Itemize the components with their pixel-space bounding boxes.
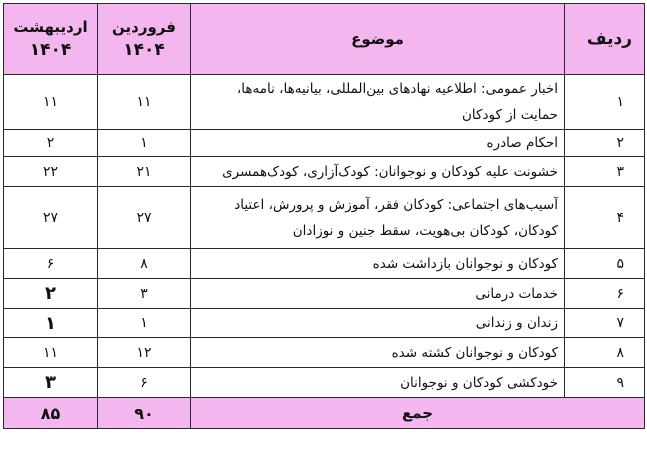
table-row [4,368,645,398]
header-ordibehesht-year: ۱۴۰۴ [29,40,72,60]
table-row [4,279,645,309]
total-row [4,398,645,429]
row-farvardin-value: ۱۲ [98,338,191,368]
statistics-table [3,3,645,429]
row-ordibehesht-value: ۱۱ [4,338,98,368]
row-topic: احکام صادره [191,130,565,157]
row-farvardin-value: ۲۱ [98,157,191,187]
row-topic: خشونت علیه کودکان و نوجوانان: کودک‌آزاری، کودک‌همسری [191,157,565,187]
header-farvardin-month: فروردین [112,18,176,36]
header-farvardin-year: ۱۴۰۴ [123,40,165,60]
row-number: ۵ [565,249,645,279]
row-topic: زندان و زندانی [191,309,565,338]
row-ordibehesht-value: ۱ [4,309,98,338]
table-row [4,157,645,187]
row-topic: کودکان و نوجوانان کشته شده [191,338,565,368]
row-ordibehesht-value: ۲۲ [4,157,98,187]
row-number: ۲ [565,130,645,157]
header-topic: موضوع [191,4,565,75]
row-ordibehesht-value: ۲ [4,279,98,309]
row-farvardin-value: ۸ [98,249,191,279]
row-number: ۴ [565,187,645,249]
row-topic: کودکان و نوجوانان بازداشت شده [191,249,565,279]
row-topic: اخبار عمومی: اطلاعیه نهادهای بین‌المللی، بیانیه‌ها، نامه‌ها، حمایت از کودکان [191,75,565,130]
header-farvardin [98,4,191,75]
row-number: ۹ [565,368,645,398]
table-row [4,187,645,249]
row-ordibehesht-value: ۳ [4,368,98,398]
row-topic: خودکشی کودکان و نوجوانان [191,368,565,398]
row-ordibehesht-value: ۲۷ [4,187,98,249]
row-farvardin-value: ۱ [98,130,191,157]
row-ordibehesht-value: ۶ [4,249,98,279]
header-ordibehesht [4,4,98,75]
row-number: ۸ [565,338,645,368]
header-row [4,4,645,75]
row-number: ۱ [565,75,645,130]
table-row [4,75,645,130]
row-topic: آسیب‌های اجتماعی: کودکان فقر، آموزش و پرورش، اعتیاد کودکان، کودکان بی‌هویت، سقط جنین و نوزادان [191,187,565,249]
row-farvardin-value: ۲۷ [98,187,191,249]
row-ordibehesht-value: ۱۱ [4,75,98,130]
table-row [4,130,645,157]
row-ordibehesht-value: ۲ [4,130,98,157]
total-label: جمع [191,398,645,429]
total-ordibehesht: ۸۵ [4,398,98,429]
row-number: ۳ [565,157,645,187]
row-number: ۷ [565,309,645,338]
table-row [4,338,645,368]
row-topic: خدمات درمانی [191,279,565,309]
header-radif: ردیف [565,4,645,75]
table-row [4,249,645,279]
row-farvardin-value: ۱ [98,309,191,338]
row-farvardin-value: ۳ [98,279,191,309]
row-farvardin-value: ۶ [98,368,191,398]
total-farvardin: ۹۰ [98,398,191,429]
header-ordibehesht-month: اردیبهشت [13,18,88,36]
table-row [4,309,645,338]
row-number: ۶ [565,279,645,309]
row-farvardin-value: ۱۱ [98,75,191,130]
